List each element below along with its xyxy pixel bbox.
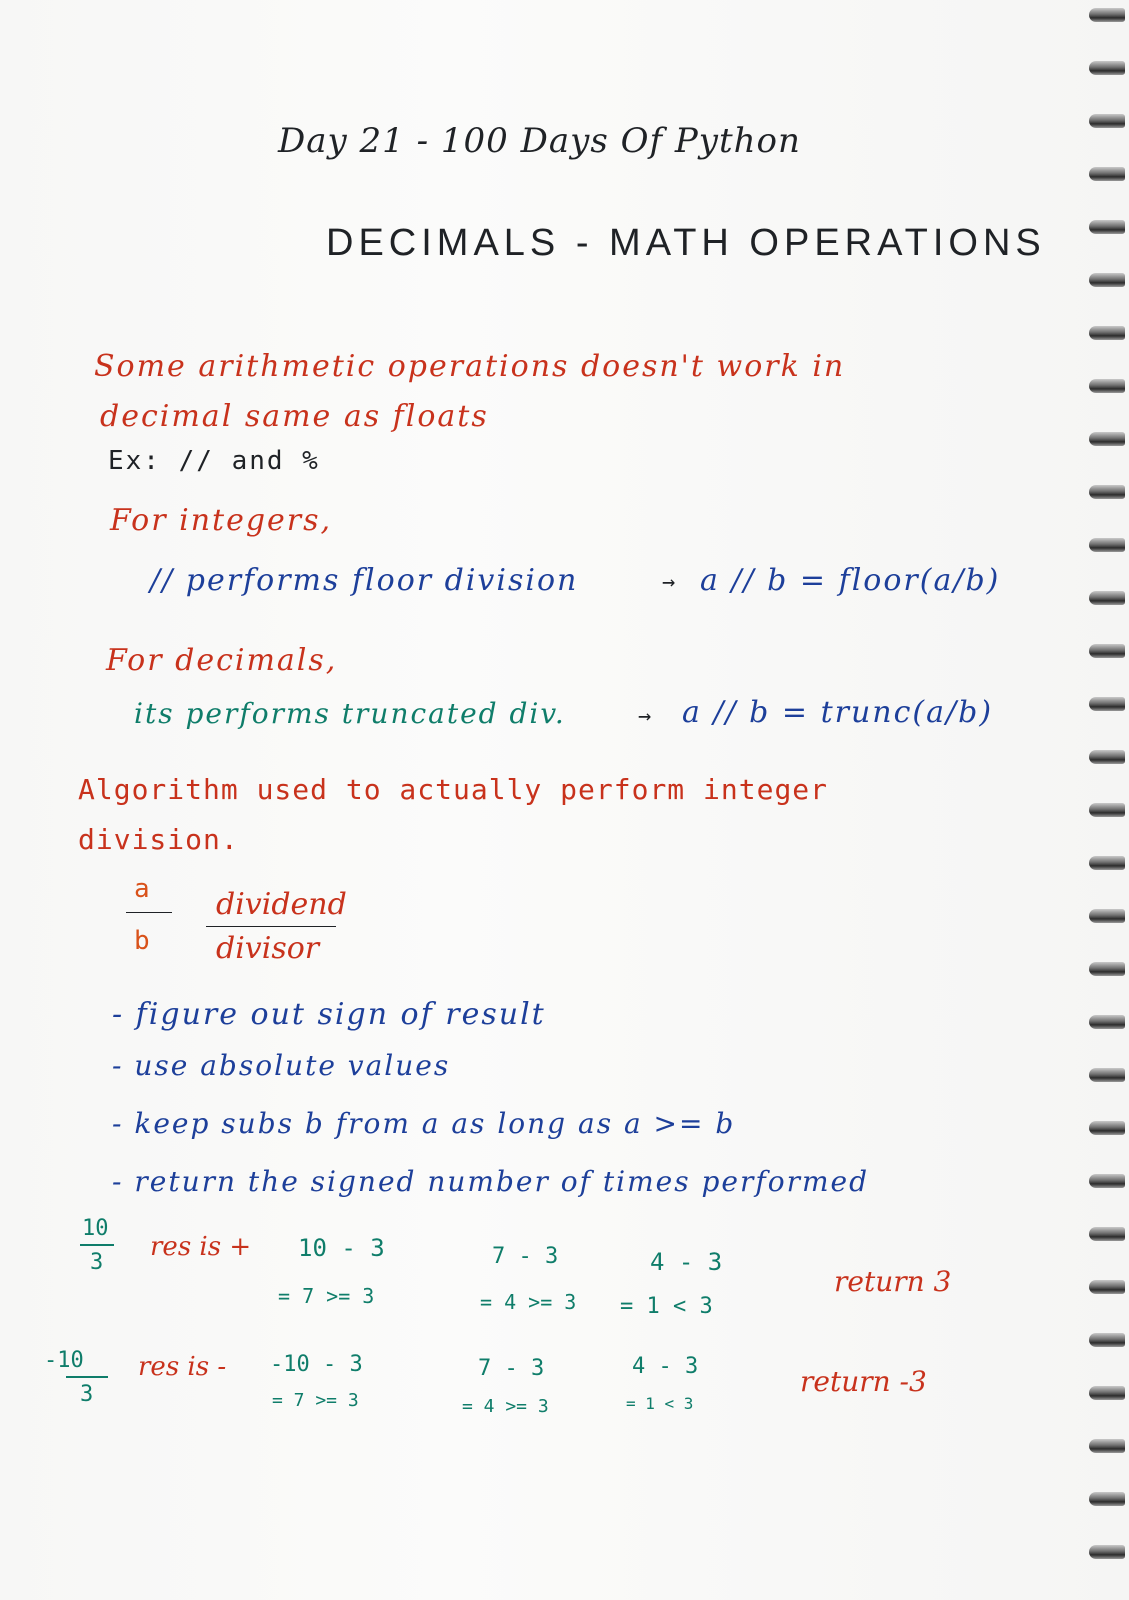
pos-step-3b: = 1 < 3 (620, 1294, 713, 1319)
spiral-ring (1089, 1439, 1125, 1453)
spiral-ring (1089, 1333, 1125, 1347)
spiral-ring (1089, 220, 1125, 234)
step-1: - figure out sign of result (112, 997, 546, 1032)
spiral-ring (1089, 644, 1125, 658)
var-b: b (134, 926, 150, 956)
section-title: DECIMALS - MATH OPERATIONS (326, 222, 1046, 264)
spiral-ring (1089, 591, 1125, 605)
spiral-ring (1089, 1227, 1125, 1241)
pos-denominator: 3 (90, 1250, 104, 1275)
spiral-ring (1089, 379, 1125, 393)
pos-step-2b: = 4 >= 3 (480, 1290, 577, 1314)
spiral-ring (1089, 273, 1125, 287)
spiral-ring (1089, 114, 1125, 128)
integers-heading: For integers, (110, 503, 333, 538)
ab-fraction-line (126, 912, 172, 913)
spiral-ring (1089, 697, 1125, 711)
pos-result: return 3 (834, 1265, 952, 1298)
spiral-ring (1089, 61, 1125, 75)
spiral-ring (1089, 1280, 1125, 1294)
example-ops: Ex: // and % (108, 446, 320, 476)
spiral-ring (1089, 8, 1125, 22)
neg-step-2a: 7 - 3 (478, 1356, 545, 1381)
pos-step-2a: 7 - 3 (492, 1244, 559, 1269)
pos-sign: res is + (150, 1232, 252, 1262)
intro-line-2: decimal same as floats (100, 399, 489, 434)
var-a: a (134, 874, 150, 904)
spiral-ring (1089, 1068, 1125, 1082)
spiral-ring (1089, 856, 1125, 870)
label-divisor: divisor (216, 931, 320, 966)
spiral-ring (1089, 1545, 1125, 1559)
step-4: - return the signed number of times performed (112, 1165, 869, 1198)
spiral-binding (1081, 0, 1129, 1600)
pos-fraction-line (80, 1244, 114, 1246)
spiral-ring (1089, 962, 1125, 976)
spiral-ring (1089, 750, 1125, 764)
spiral-ring (1089, 326, 1125, 340)
pos-step-1b: = 7 >= 3 (278, 1284, 375, 1308)
neg-result: return -3 (800, 1365, 927, 1398)
neg-step-2b: = 4 >= 3 (462, 1396, 549, 1417)
page-title: Day 21 - 100 Days Of Python (278, 121, 801, 161)
spiral-ring (1089, 1015, 1125, 1029)
spiral-ring (1089, 1121, 1125, 1135)
decimals-formula: a // b = trunc(a/b) (682, 695, 994, 730)
integers-text: // performs floor division (150, 563, 579, 598)
arrow-1: → (662, 570, 676, 595)
intro-line-1: Some arithmetic operations doesn't work in (94, 349, 846, 384)
neg-sign: res is - (138, 1352, 227, 1382)
pos-numerator: 10 (82, 1216, 109, 1241)
neg-step-1b: = 7 >= 3 (272, 1390, 359, 1411)
integers-formula: a // b = floor(a/b) (700, 563, 1001, 598)
neg-step-3b: = 1 < 3 (626, 1394, 694, 1413)
step-2: - use absolute values (112, 1049, 451, 1082)
neg-step-1a: -10 - 3 (270, 1352, 363, 1377)
decimals-text: its performs truncated div. (134, 697, 566, 730)
dividend-underline (206, 926, 336, 927)
neg-step-3a: 4 - 3 (632, 1354, 699, 1379)
spiral-ring (1089, 909, 1125, 923)
neg-fraction-line (66, 1376, 108, 1378)
neg-numerator: -10 (44, 1348, 84, 1373)
pos-step-1a: 10 - 3 (298, 1234, 385, 1262)
algorithm-line-2: division. (78, 823, 239, 856)
decimals-heading: For decimals, (106, 643, 338, 678)
pos-step-3a: 4 - 3 (650, 1248, 723, 1276)
spiral-ring (1089, 167, 1125, 181)
spiral-ring (1089, 1386, 1125, 1400)
step-3: - keep subs b from a as long as a >= b (112, 1107, 736, 1140)
label-dividend: dividend (216, 887, 347, 922)
spiral-ring (1089, 1492, 1125, 1506)
algorithm-line-1: Algorithm used to actually perform integer (78, 773, 829, 806)
spiral-ring (1089, 538, 1125, 552)
neg-denominator: 3 (80, 1382, 94, 1407)
arrow-2: → (638, 704, 652, 729)
spiral-ring (1089, 803, 1125, 817)
spiral-ring (1089, 485, 1125, 499)
spiral-ring (1089, 432, 1125, 446)
spiral-ring (1089, 1174, 1125, 1188)
